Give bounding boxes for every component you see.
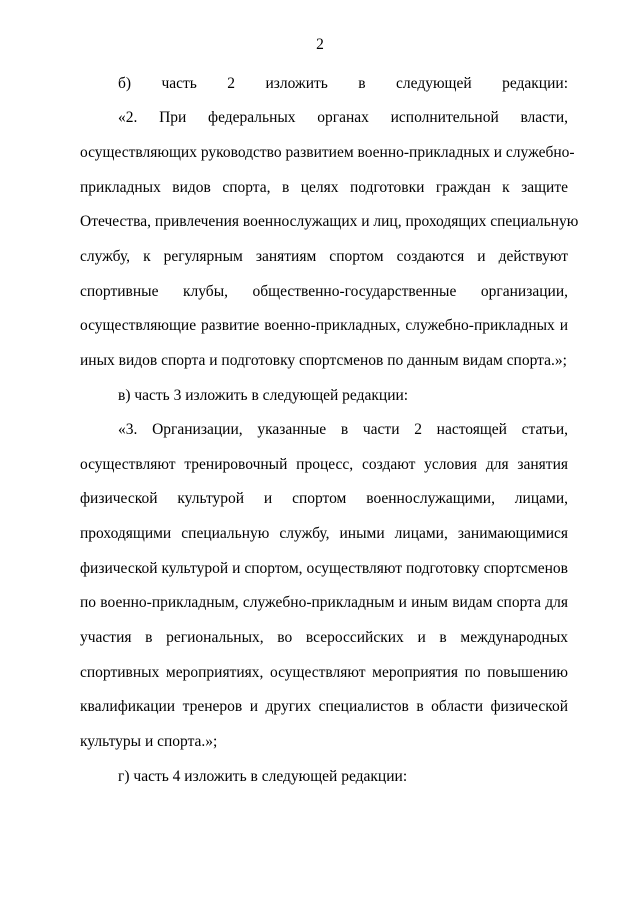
paragraph-line: физической культурой и спортом военнослужащими, лицами, xyxy=(80,490,568,507)
page-number: 2 xyxy=(316,36,324,53)
paragraph-line: осуществляющих руководство развитием военно-прикладных и служебно- xyxy=(80,144,575,161)
paragraph-line: участия в региональных, во всероссийских и в международных xyxy=(80,629,568,646)
paragraph-line: службу, к регулярным занятиям спортом создаются и действуют xyxy=(80,248,568,265)
clause-v-heading: в) часть 3 изложить в следующей редакции: xyxy=(118,387,409,404)
paragraph-line: осуществляют тренировочный процесс, создают условия для занятия xyxy=(80,456,568,473)
paragraph-line: квалификации тренеров и других специалистов в области физической xyxy=(80,698,568,715)
paragraph-line: осуществляющие развитие военно-прикладных, служебно-прикладных и xyxy=(80,317,568,334)
paragraph-line: «2. При федеральных органах исполнительной власти, xyxy=(118,109,568,126)
paragraph-line: спортивных мероприятиях, осуществляют мероприятия по повышению xyxy=(80,664,568,681)
paragraph-line: Отечества, привлечения военнослужащих и лиц, проходящих специальную xyxy=(80,213,579,230)
paragraph-line: по военно-прикладным, служебно-прикладным и иным видам спорта для xyxy=(80,594,568,611)
paragraph-line: прикладных видов спорта, в целях подготовки граждан к защите xyxy=(80,179,568,196)
paragraph-line: проходящими специальную службу, иными лицами, занимающимися xyxy=(80,525,568,542)
clause-b-heading: б) часть 2 изложить в следующей редакции: xyxy=(118,75,568,92)
paragraph-line: «3. Организации, указанные в части 2 настоящей статьи, xyxy=(118,421,568,438)
clause-g-heading: г) часть 4 изложить в следующей редакции: xyxy=(118,768,408,785)
paragraph-line: спортивные клубы, общественно-государственные организации, xyxy=(80,283,568,300)
paragraph-line: культуры и спорта.»; xyxy=(80,733,218,750)
paragraph-line: иных видов спорта и подготовку спортсменов по данным видам спорта.»; xyxy=(80,352,567,369)
paragraph-line: физической культурой и спортом, осуществляют подготовку спортсменов xyxy=(80,560,568,577)
